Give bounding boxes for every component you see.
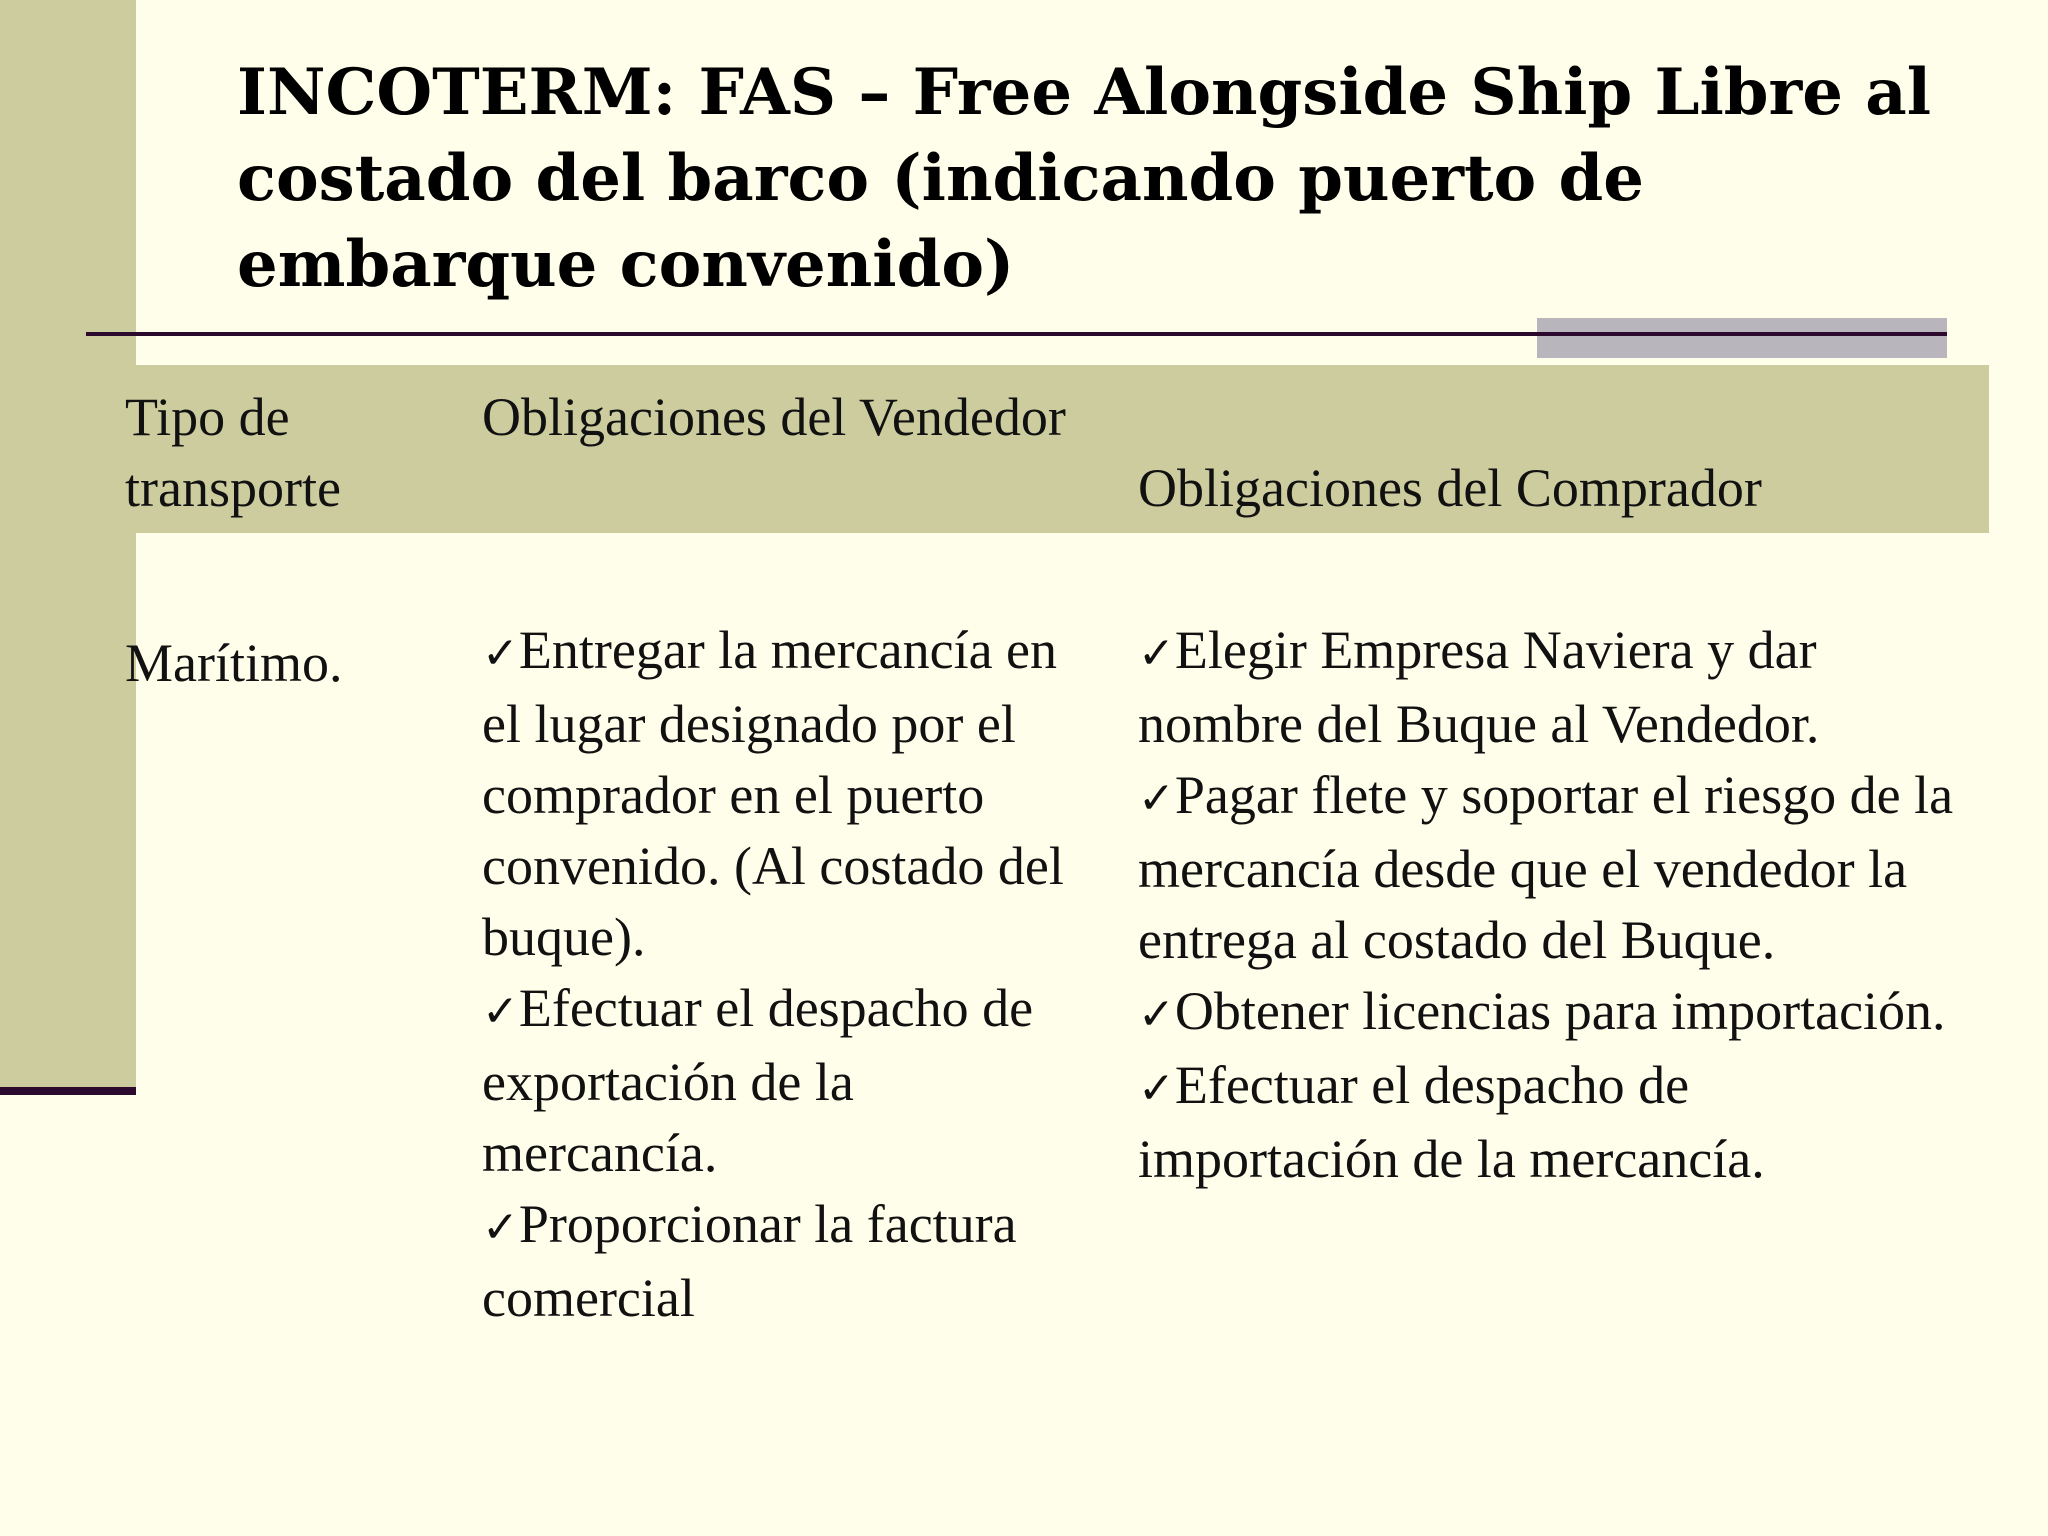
check-icon: ✓ — [482, 628, 519, 679]
cell-tipo-maritimo: Marítimo. — [125, 633, 343, 693]
check-icon: ✓ — [1138, 1063, 1175, 1114]
comprador-item-text: Elegir Empresa Naviera y dar nombre del Buque al Vendedor. — [1138, 620, 1820, 754]
check-icon: ✓ — [482, 1202, 519, 1253]
vendedor-item — [482, 973, 1102, 1189]
vendedor-item — [482, 1189, 1102, 1334]
header-tipo-transporte: Tipo de transporte — [125, 387, 341, 518]
vendedor-item-text: Entregar la mercancía en el lugar designado por el comprador en el puerto convenido. (Al costado del buque). — [482, 620, 1064, 967]
comprador-item-text: Pagar flete y soportar el riesgo de la mercancía desde que el vendedor la entrega al costado del Buque. — [1138, 765, 1954, 970]
title-rule-accent-line — [1537, 332, 1947, 336]
check-icon: ✓ — [1138, 628, 1175, 679]
comprador-item — [1138, 760, 1958, 976]
left-accent-bar — [0, 0, 136, 1088]
check-icon: ✓ — [1138, 989, 1175, 1040]
check-icon: ✓ — [482, 986, 519, 1037]
vendedor-obligations-list — [482, 615, 1102, 1334]
comprador-item-text: Obtener licencias para importación. — [1174, 981, 1946, 1041]
vendedor-item — [482, 615, 1102, 973]
vendedor-item-text: Efectuar el despacho de exportación de la mercancía. — [482, 978, 1034, 1183]
header-obligaciones-vendedor: Obligaciones del Vendedor — [482, 387, 1066, 447]
left-accent-underline — [0, 1087, 136, 1095]
comprador-item — [1138, 976, 1958, 1050]
check-icon: ✓ — [1138, 773, 1175, 824]
comprador-obligations-list — [1138, 615, 1958, 1195]
comprador-item-text: Efectuar el despacho de importación de la mercancía. — [1138, 1055, 1765, 1189]
comprador-item — [1138, 615, 1958, 760]
title-rule-accent — [1537, 318, 1947, 358]
slide-title: INCOTERM: FAS – Free Alongside Ship Libre al costado del barco (indicando puerto de embarque convenido) — [237, 55, 1932, 302]
vendedor-item-text: Proporcionar la factura comercial — [482, 1194, 1017, 1328]
comprador-item — [1138, 1050, 1958, 1195]
header-obligaciones-comprador: Obligaciones del Comprador — [1138, 458, 1762, 518]
